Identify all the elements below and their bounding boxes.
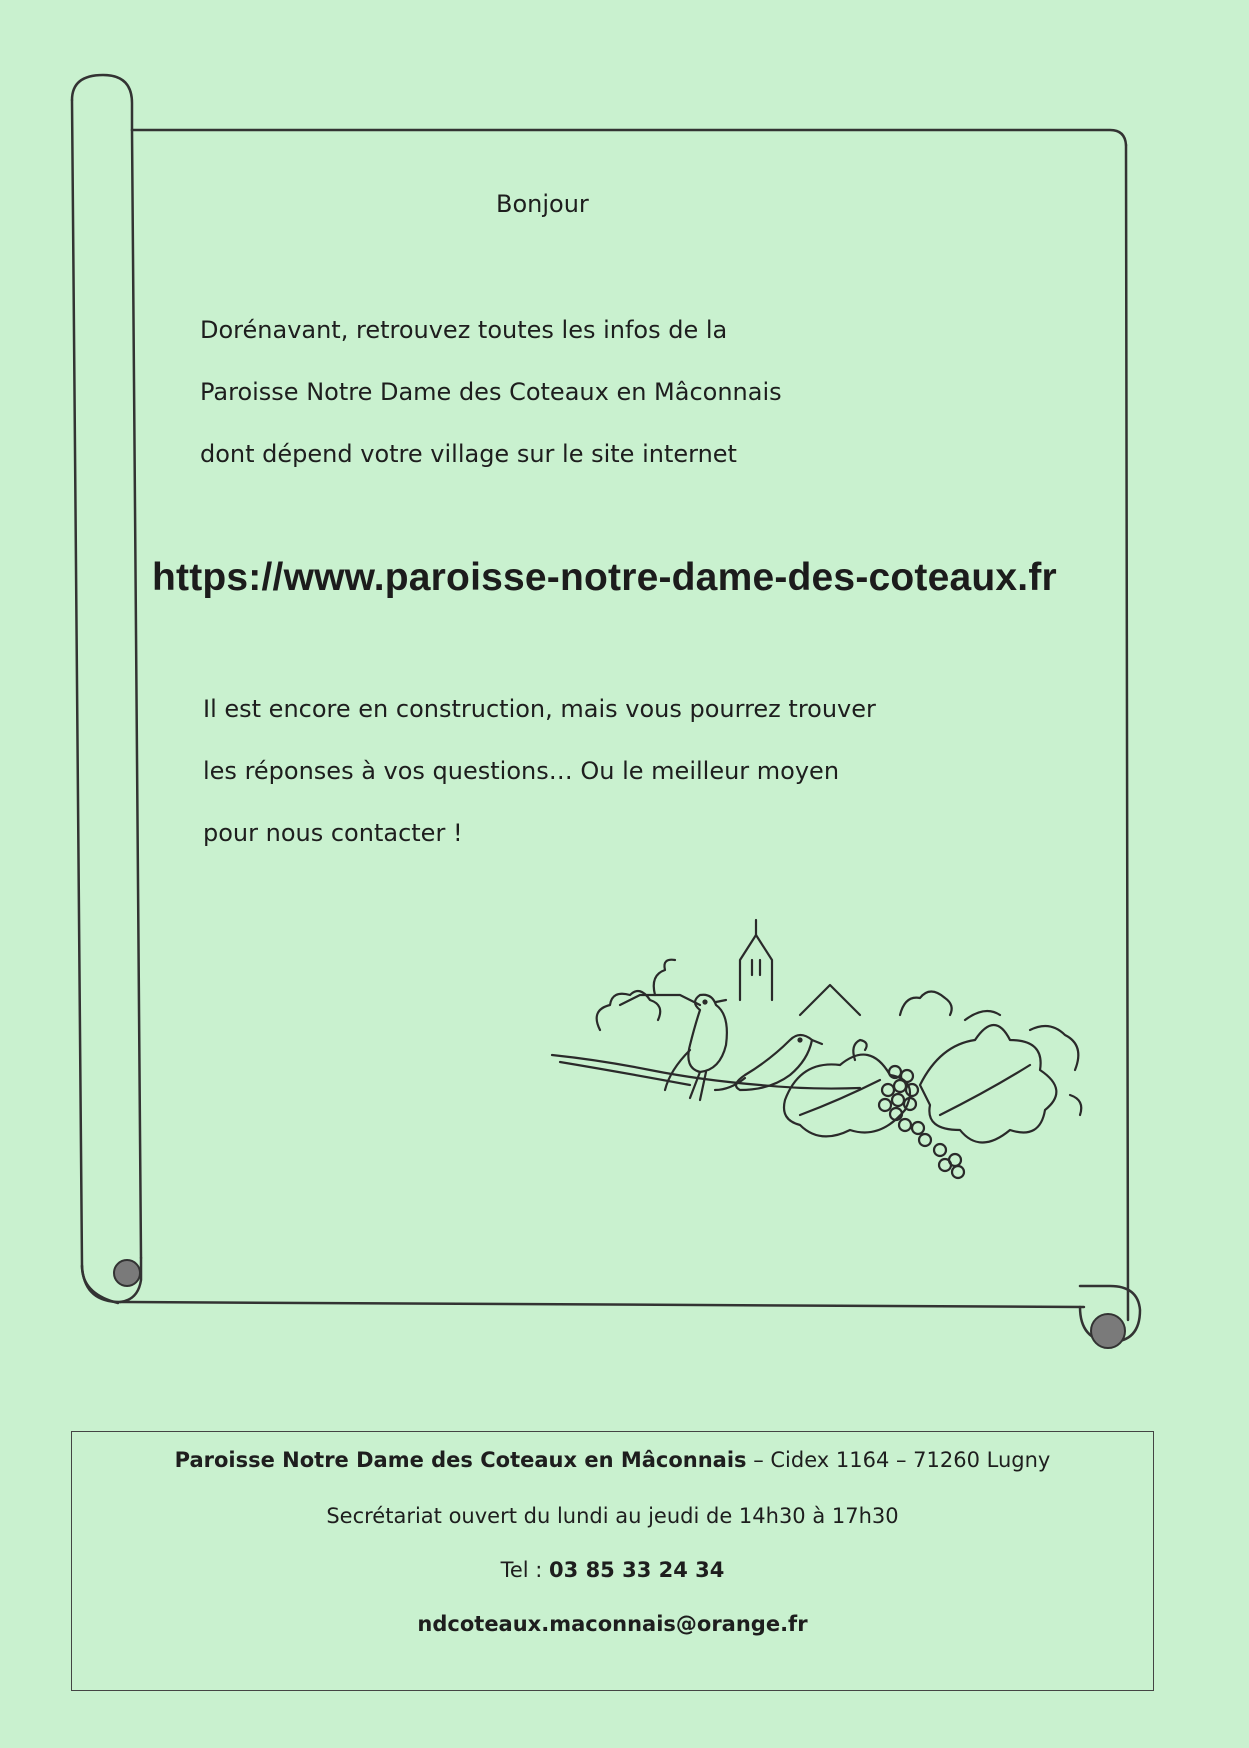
telephone-number[interactable]: 03 85 33 24 34 bbox=[549, 1558, 725, 1582]
construction-line-3: pour nous contacter ! bbox=[203, 819, 463, 847]
parish-name: Paroisse Notre Dame des Coteaux en Mâconnais bbox=[174, 1448, 747, 1472]
footer-address-line bbox=[71, 1446, 1154, 1474]
construction-line-1: Il est encore en construction, mais vous pourrez trouver bbox=[203, 695, 876, 723]
secretariat-hours: Secrétariat ouvert du lundi au jeudi de 14h30 à 17h30 bbox=[326, 1504, 899, 1528]
parish-address: – Cidex 1164 – 71260 Lugny bbox=[746, 1448, 1051, 1472]
scroll-roll-right bbox=[1091, 1314, 1125, 1348]
telephone-line bbox=[71, 1556, 1154, 1584]
telephone-label: Tel : bbox=[500, 1558, 550, 1582]
intro-line-1: Dorénavant, retrouvez toutes les infos de la bbox=[200, 316, 728, 344]
scroll-roll-left bbox=[114, 1260, 140, 1286]
contact-email[interactable]: ndcoteaux.maconnais@orange.fr bbox=[417, 1612, 808, 1636]
village-birds-grapevine-illustration bbox=[552, 920, 1081, 1178]
intro-line-3: dont dépend votre village sur le site internet bbox=[200, 440, 737, 468]
website-url[interactable]: https://www.paroisse-notre-dame-des-coteaux.fr bbox=[152, 556, 1057, 599]
intro-line-2: Paroisse Notre Dame des Coteaux en Mâconnais bbox=[200, 378, 782, 406]
construction-line-2: les réponses à vos questions… Ou le meilleur moyen bbox=[203, 757, 840, 785]
greeting: Bonjour bbox=[496, 190, 589, 218]
